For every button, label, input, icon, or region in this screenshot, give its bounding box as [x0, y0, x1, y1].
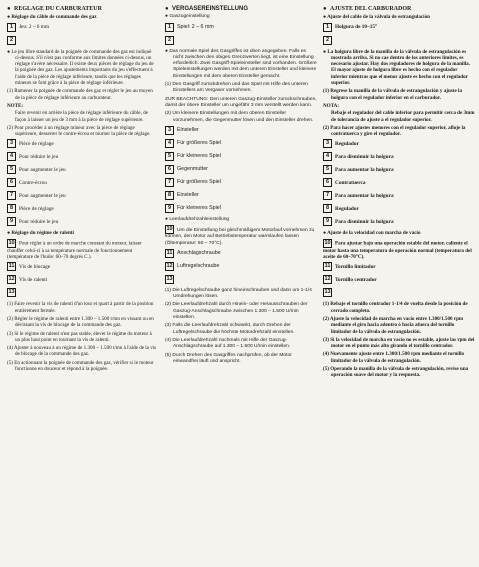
callout-row — [323, 178, 475, 187]
callout-row — [323, 217, 475, 226]
note-label: NOTA: — [323, 102, 340, 109]
spec-text: Spiel: 2 – 6 mm — [177, 23, 214, 30]
step-item: (5) Durch Drehen des Gasgriffes nachprüfen, ob der Motor einwandfrei läuft und anspricht. — [165, 352, 292, 364]
callout-number: 5 — [323, 165, 332, 174]
callout-row — [7, 275, 157, 284]
step-item: (1) Faire revenir la vis de ralenti d'un tour et quart à partir de la position entièrement fermée. — [7, 301, 154, 314]
callout-number: 2 — [165, 36, 174, 45]
note-block — [165, 97, 317, 110]
callout-label: Pour augmenter le jeu — [19, 192, 66, 199]
callout-number: 3 — [165, 126, 174, 135]
callout-number: 13 — [166, 275, 173, 282]
callout-row — [323, 36, 475, 45]
step-item: (2) Para hacer ajustes menores con el regulador superior, afloje la contratuerca y gire el regulador. — [323, 124, 466, 138]
callout-number: 2 — [323, 36, 332, 45]
paragraph: ● Das normale Spiel des Gasgriffes ist oben angegeben. Falls es nicht zwischen den obigen Grenzwerten liegt, ist eine Einstellung erforderlich. Zwei Gasgriff-Spieleinsteller sind vorhanden. Größere Spieleinstellungen werden mit dem unteren Einsteller und kleinere Einstellungen mit dem oberen Einsteller gemacht. — [165, 48, 317, 79]
callout-number: 9 — [7, 217, 16, 226]
callout-label: Vis de ralenti — [19, 276, 48, 283]
german-column — [165, 6, 317, 367]
callout-row — [165, 249, 317, 258]
callout-label: Pièce de réglage — [19, 140, 54, 147]
note-text: Den unteren Gaszug-Einsteller zurückschrauben, damit der obere Einsteller um ungefähr 3 mm verstellt werden kann. — [165, 96, 317, 108]
callout-number: 12 — [324, 276, 331, 283]
callout-label: Pour réduire le jeu — [19, 153, 59, 160]
callout-number: 8 — [323, 204, 332, 213]
callout-row — [165, 139, 317, 148]
callout-number: 3 — [323, 139, 332, 148]
step-item: (4) Nuevamente ajuste entre 1.300/1.500 rpm mediante el tornillo limitador de la válvula de estrangulación. — [323, 351, 465, 364]
callout-row — [7, 288, 157, 297]
callout-row — [165, 178, 317, 187]
step-item: (4) Die Leerlaufdrehzahl nochmals mit Hilfe der Gaszug-Anschlagschraube auf 1.300 – 1.500 U/min einstellen. — [165, 337, 291, 350]
callout-number: 8 — [165, 191, 174, 200]
callout-row — [7, 36, 157, 45]
callout-row — [165, 191, 317, 200]
step-item: (3) Si le régime de ralenti n'est pas stable, élever le régime du moteur à un plus haut point en tournant la vis de ralenti. — [7, 330, 152, 343]
step-item: (1) Ramener la poignée de commande des gaz et régler le jeu au moyen de la pièce de réglage inférieure au carburateur. — [7, 88, 153, 101]
callout-label: Für kleineres Spiel — [177, 153, 221, 160]
callout-number: 1 — [165, 23, 174, 32]
callout-row — [7, 217, 157, 226]
step-item: (4) Ajuster à nouveau à un régime de 1.300 – 1.500 t/mn à l'aide de la vis de blocage de la commande des gaz. — [7, 345, 157, 358]
note-label: NOTE: — [7, 102, 24, 109]
callout-number: 7 — [7, 191, 16, 200]
note-text: Rebaje el regulador del cable inferior para permitir cerca de 3mm de tolerancia de ajuste a el regulador superior. — [331, 110, 475, 123]
callout-number: 12 — [8, 276, 15, 283]
step-item: (1) Regrese la manilla de la válvula de estrangulación y ajuste la holgura con el regulador inferior en el carburador. — [323, 88, 462, 101]
step-item: (2) Um kleinere Einstellungen mit dem oberen Einsteller vorzunehmen, die Gegenmutter lösen und den Einsteller drehen. — [165, 111, 314, 123]
step-item: (1) Den Gasgriff zurückdrehen und das Spiel mit Hilfe des unteren Einstellers am Vergaser vornehmen. — [165, 82, 308, 94]
callout-row — [323, 139, 475, 148]
paragraph: 10 Para ajustar bajo una operación estable del motor, caliente el motor hasta una temperatura de operación normal (temperatura del aceite de 60–70°C). — [323, 239, 472, 261]
callout-number: 2 — [7, 36, 16, 45]
callout-number: 9 — [165, 204, 174, 213]
callout-number: 6 — [165, 165, 174, 174]
callout-number: 11 — [166, 249, 173, 256]
callout-label: Für größeres Spiel — [177, 140, 221, 147]
step-item: (1) Rebaje el tornillo centrador 1-1/4 de vuelta desde la posición de cerrado completo. — [323, 301, 468, 314]
callout-label: Pour réduire le jeu — [19, 218, 59, 225]
callout-row — [7, 178, 157, 187]
step-item: (2) Ajuste la velocidad de marcha en vacío entre 1.300/1.500 rpm mediante el giro hacia adentro ó hacia afuera del tornillo limitador de la válvula de estrangulación. — [323, 315, 464, 335]
callout-row — [323, 191, 475, 200]
callout-row — [7, 165, 157, 174]
subheading: ● Réglage du câble de commande des gaz — [7, 14, 97, 21]
callout-row — [7, 191, 157, 200]
callout-label: Pièce de réglage — [19, 205, 54, 212]
callout-number: 3 — [7, 139, 16, 148]
subheading: ● Ajuste de la velocidad con marcha de vacío — [323, 230, 421, 237]
callout-row — [7, 262, 157, 271]
callout-number: 7 — [323, 191, 332, 200]
spanish-column — [323, 6, 475, 381]
spec-row — [7, 23, 157, 32]
paragraph: 10 Pour régler à un ordre de marche constant du moteur, laisser chauffer celui-ci à sa température normale de fonctionnement (température de l'huile: 60–70 degrés C.). — [7, 239, 142, 261]
callout-label: Vis de blocage — [19, 263, 51, 270]
note-label: ZUR BEACHTUNG: — [165, 96, 209, 102]
subheading: ● Ajuste del cable de la válvula de estrangulación — [323, 14, 430, 21]
callout-row — [165, 36, 317, 45]
callout-number: 13 — [324, 289, 331, 296]
callout-label: Contre-écrou — [19, 179, 47, 186]
step-item: (2) Pour procéder à un réglage mineur avec la pièce de réglage supérieure, desserrer le contre-écrou et tourner la pièce de réglage. — [7, 124, 151, 138]
section-heading: ● REGLAGE DU CARBURATEUR — [7, 6, 102, 12]
section-heading: ● VERGASEREINSTELLUNG — [165, 6, 249, 12]
callout-number: 12 — [166, 262, 173, 269]
step-item: (3) Falls die Leerlaufdrehzahl schwankt, durch Drehen der Luftregelschraube die höchste Motordrehzahl einstellen. — [165, 323, 295, 335]
callout-label: Tornillo centrador — [335, 276, 377, 283]
subheading: ● Réglage du régime de ralenti — [7, 230, 74, 237]
callout-label: Für kleineres Spiel — [177, 205, 221, 212]
spec-row — [165, 23, 317, 32]
callout-number: 7 — [165, 178, 174, 187]
spec-text: Jeu: 2 – 6 mm — [19, 23, 50, 30]
callout-row — [165, 204, 317, 213]
callout-label: Anschlagschraube — [177, 250, 221, 257]
callout-row — [165, 126, 317, 135]
step-item: (5) En actionnant la poignée de commande des gaz, vérifier si le moteur fonctionne en douceur et répond à la poignée. — [7, 359, 154, 373]
callout-number: 4 — [323, 152, 332, 161]
callout-label: Gegenmutter — [177, 166, 208, 173]
callout-row — [165, 275, 317, 284]
callout-label: Para disminuir la holgura — [335, 153, 394, 160]
callout-number: 1 — [7, 23, 16, 32]
paragraph: 10 Um die Einstellung bei gleichmäßigem Motorlauf vornehmen zu können, den Motor auf Betriebstemperatur warmlaufen lassen (Öltemperatur: 60 – 70°C). — [165, 226, 315, 246]
callout-label: Tornillo limitador — [335, 263, 376, 270]
callout-label: Einsteller — [177, 192, 199, 199]
step-item: (2) Régler le régime de ralenti entre 1.300 – 1.500 t/mn en vissant ou en dévissant la vis de blocage de la commande des gaz. — [7, 315, 154, 329]
callout-number: 10 — [8, 239, 15, 246]
callout-row — [165, 165, 317, 174]
step-item: (2) Die Leerlaufdrehzahl durch Hinein- oder Herausschrauben der Gaszug-Anschlagschraube zwischen 1.300 – 1.500 U/min einstellen. — [165, 302, 308, 321]
section-heading: ● AJUSTE DEL CARBURADOR — [323, 6, 412, 12]
callout-row — [323, 204, 475, 213]
subheading: ● Leerlaufdrehzahleinstellung — [165, 216, 230, 222]
note-text: Faire revenir en arrière la pièce de réglage inférieure du câble, de façon à laisser un jeu de 3 mm à la pièce de réglage supérieure. — [15, 110, 148, 123]
callout-label: Für größeres Spiel — [177, 179, 221, 186]
callout-number: 6 — [323, 178, 332, 187]
callout-number: 5 — [165, 152, 174, 161]
callout-label: Regulador — [335, 205, 359, 212]
callout-number: 8 — [7, 204, 16, 213]
paragraph: ● La holgura libre de la manilla de la válvula de estrangulación es mostrada arriba. Si no cae dentro de los anteriores límites, es necesario ajustar. Hay dos reguladores de holgura de la manilla. El mayor ajuste de holgura libre es hecho con el regulador inferior mientras que el menor ajuste es hecho con el regulador superior. — [323, 48, 470, 87]
callout-number: 4 — [165, 139, 174, 148]
callout-number: 13 — [8, 289, 15, 296]
spec-text: Holgura de 10–15° — [335, 23, 378, 30]
callout-number: 6 — [7, 178, 16, 187]
step-item: (3) Si la velocidad de marcha en vacío no es estable, ajuste las rpm del motor en el punto más alto girando el tornillo centrador. — [323, 336, 475, 350]
callout-row — [7, 139, 157, 148]
callout-number: 11 — [8, 263, 15, 270]
callout-row — [7, 204, 157, 213]
callout-number: 10 — [166, 226, 173, 233]
callout-row — [323, 288, 475, 297]
step-item: (5) Operando la manilla de la válvula de estrangulación, revise una operación suave del motor y la respuesta. — [323, 366, 469, 379]
subheading: ● Gaszugeinstellung — [165, 14, 210, 20]
callout-number: 11 — [324, 263, 331, 270]
french-column — [7, 6, 157, 374]
callout-label: Pour augmenter le jeu — [19, 166, 66, 173]
callout-number: 4 — [7, 152, 16, 161]
callout-label: Regulador — [335, 140, 359, 147]
callout-label: Para disminuir la holgura — [335, 218, 394, 225]
callout-row — [323, 262, 475, 271]
paragraph: ● Le jeu libre standard de la poignée de commande des gaz est indiqué ci-dessus. S'il n'est pas conforme aux limites données ci-dessus, un réglage s'avère nécessaire. Il existe deux pièces de réglage du jeu de la poignée des gaz. Les ajustements importants du jeu s'effectuent à l'aide de la pièce de réglage inférieure, tandis que les réglages mineurs se font grâce à la pièce de réglage inférieure. — [7, 48, 154, 87]
callout-row — [165, 152, 317, 161]
callout-label: Para aumentar la holgura — [335, 166, 394, 173]
callout-row — [165, 262, 317, 271]
callout-label: Para aumentar la holgura — [335, 192, 394, 199]
spec-row — [323, 23, 475, 32]
callout-number: 1 — [323, 23, 332, 32]
callout-label: Einsteller — [177, 127, 199, 134]
callout-row — [7, 152, 157, 161]
callout-row — [323, 152, 475, 161]
callout-number: 9 — [323, 217, 332, 226]
callout-label: Luftregelschraube — [177, 263, 220, 270]
callout-row — [323, 275, 475, 284]
callout-row — [323, 165, 475, 174]
step-item: (1) Die Luftregelschraube ganz hineinschrauben und dann um 1-1/4 Umdrehungen lösen. — [165, 287, 312, 300]
callout-number: 10 — [324, 239, 331, 246]
callout-number: 5 — [7, 165, 16, 174]
callout-label: Contratuerca — [335, 179, 366, 186]
